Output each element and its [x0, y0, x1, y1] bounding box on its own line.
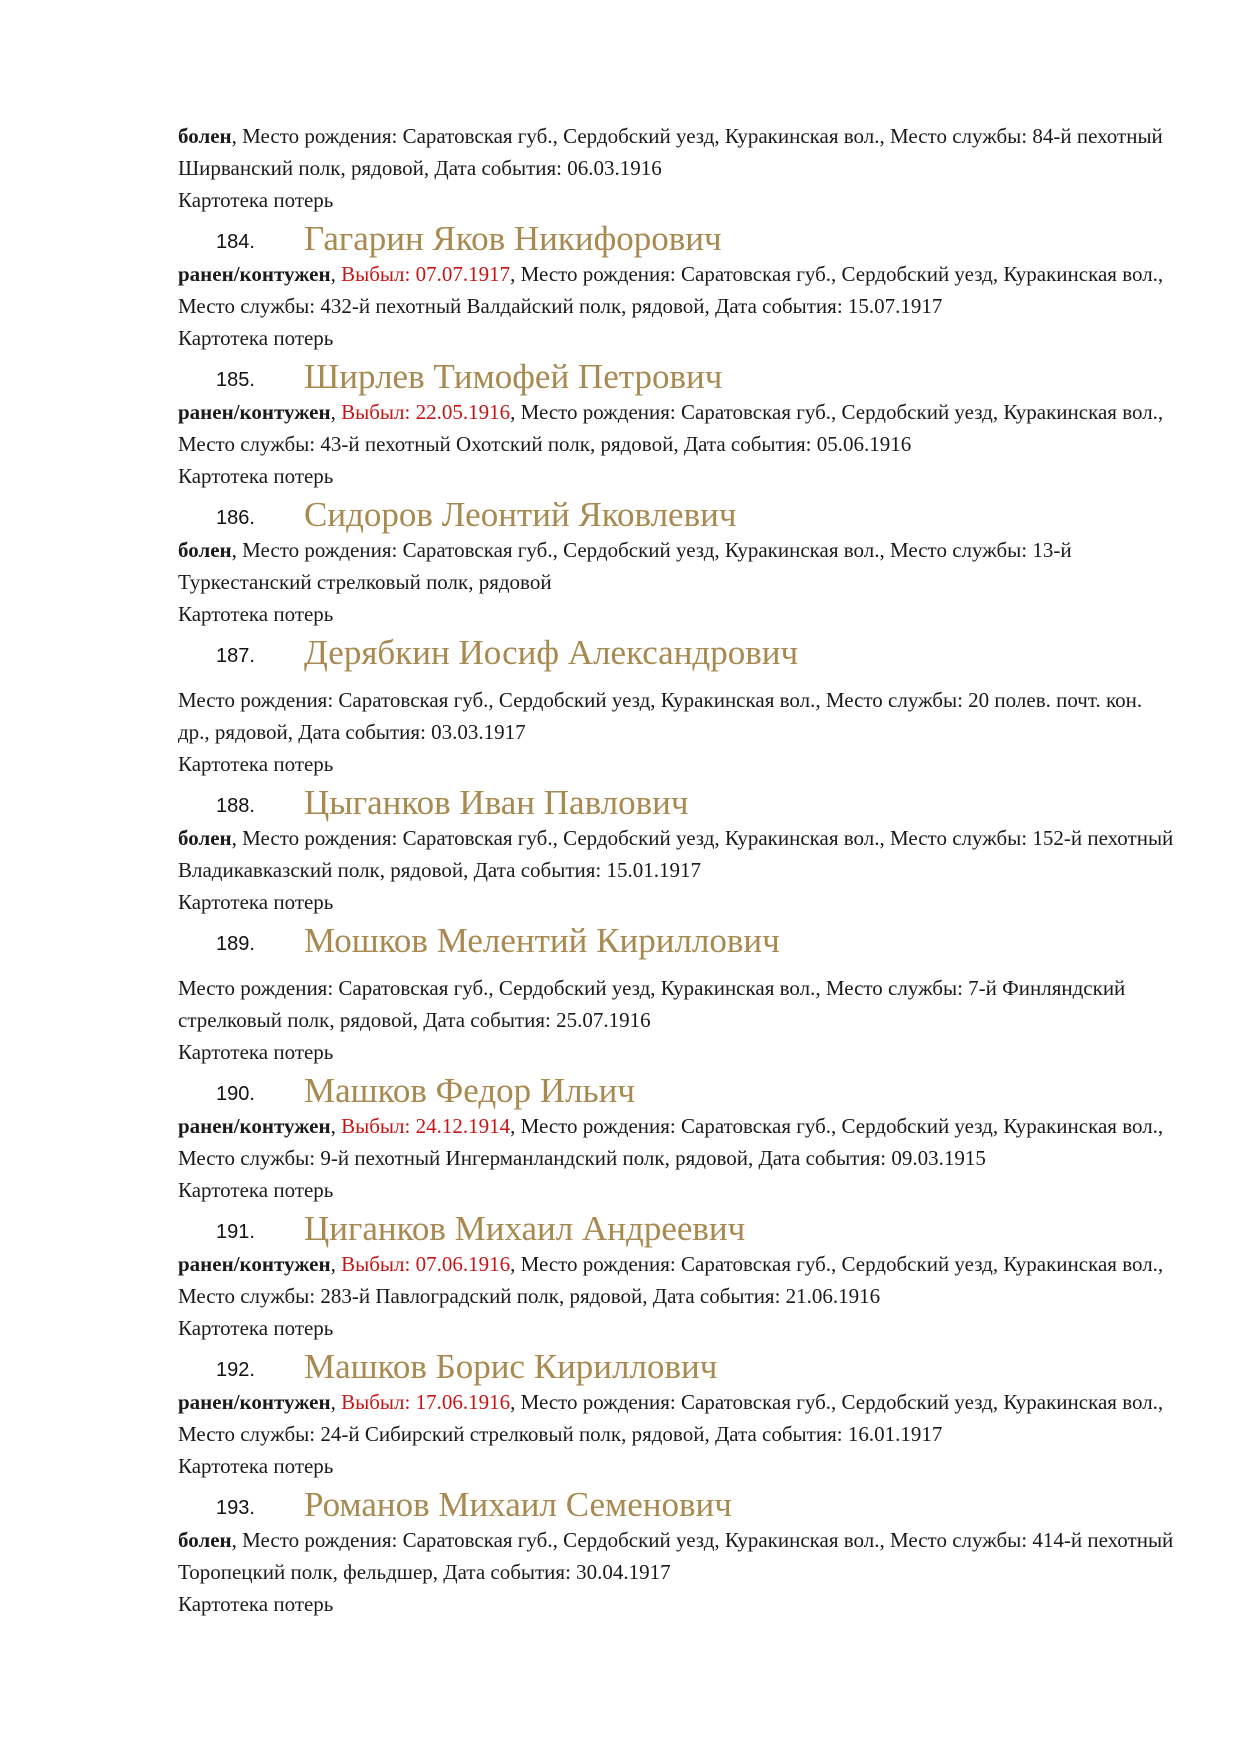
list-item: [178, 1482, 1178, 1620]
entry-dropped-date: Выбыл: 17.06.1916: [341, 1390, 511, 1414]
entry-text: , Место рождения: Саратовская губ., Сердобский уезд, Куракинская вол., Место службы: 13-й Туркестанский стрелковый полк, рядовой: [178, 538, 1072, 594]
entry-source: Картотека потерь: [178, 188, 334, 212]
entry-heading: [178, 354, 1178, 396]
list-item: [178, 492, 1178, 630]
entry-dropped-date: Выбыл: 07.07.1917: [341, 262, 511, 286]
entry-dropped-date: Выбыл: 24.12.1914: [341, 1114, 511, 1138]
entry-person-name: Дерябкин Иосиф Александрович: [304, 633, 799, 672]
entry-separator: ,: [330, 1114, 342, 1138]
entry-text: Место рождения: Саратовская губ., Сердобский уезд, Куракинская вол., Место службы: 7-й Финляндский стрелковый полк, рядовой, Дата события: 25.07.1916: [178, 976, 1126, 1032]
entry-separator: ,: [330, 1252, 342, 1276]
entry-person-name: Цыганков Иван Павлович: [304, 783, 689, 822]
entry-heading: [178, 630, 1178, 672]
entry-status: ранен/контужен: [178, 262, 331, 286]
list-item: [178, 1068, 1178, 1206]
entry-text: , Место рождения: Саратовская губ., Сердобский уезд, Куракинская вол., Место службы: 414-й пехотный Торопецкий полк, фельдшер, Дата события: 30.04.1917: [178, 1528, 1174, 1584]
entry-heading: [178, 1344, 1178, 1386]
entry-number: 190.: [216, 1083, 255, 1105]
entry-heading: [178, 1068, 1178, 1110]
entry-heading: [178, 492, 1178, 534]
entry-person-name: Романов Михаил Семенович: [304, 1485, 732, 1524]
entry-source: Картотека потерь: [178, 1454, 334, 1478]
entry-separator: ,: [330, 400, 342, 424]
entry-source: Картотека потерь: [178, 1040, 334, 1064]
entry-details: [178, 684, 1178, 748]
entry-dropped-date: Выбыл: 07.06.1916: [341, 1252, 511, 1276]
entry-details: [178, 120, 1178, 184]
entry-text: , Место рождения: Саратовская губ., Сердобский уезд, Куракинская вол., Место службы: 24-й Сибирский стрелковый полк, рядовой, Дата события: 16.01.1917: [178, 1390, 1164, 1446]
entry-person-name: Машков Федор Ильич: [304, 1071, 635, 1110]
entry-number: 185.: [216, 369, 255, 391]
entry-person-name: Ширлев Тимофей Петрович: [304, 357, 723, 396]
entry-text: , Место рождения: Саратовская губ., Сердобский уезд, Куракинская вол., Место службы: 152-й пехотный Владикавказский полк, рядовой, Дата события: 15.01.1917: [178, 826, 1174, 882]
list-item: [178, 780, 1178, 918]
entry-person-name: Гагарин Яков Никифорович: [304, 219, 722, 258]
entry-details: [178, 822, 1178, 886]
entry-number: 184.: [216, 231, 255, 253]
entry-source: Картотека потерь: [178, 890, 334, 914]
entry-list: [178, 216, 1178, 1620]
entry-number: 193.: [216, 1497, 255, 1519]
entry-source: Картотека потерь: [178, 1316, 334, 1340]
entry-details: [178, 1524, 1178, 1588]
entry-person-name: Мошков Мелентий Кириллович: [304, 921, 780, 960]
entry-status: болен: [178, 538, 232, 562]
entry-heading: [178, 780, 1178, 822]
entry-status: болен: [178, 826, 232, 850]
list-item: [178, 630, 1178, 780]
entry-text: , Место рождения: Саратовская губ., Сердобский уезд, Куракинская вол., Место службы: 43-й пехотный Охотский полк, рядовой, Дата события: 05.06.1916: [178, 400, 1164, 456]
entry-text: , Место рождения: Саратовская губ., Сердобский уезд, Куракинская вол., Место службы: 283-й Павлоградский полк, рядовой, Дата события: 21.06.1916: [178, 1252, 1164, 1308]
entry-source: Картотека потерь: [178, 464, 334, 488]
entry-number: 192.: [216, 1359, 255, 1381]
entry-status: болен: [178, 1528, 232, 1552]
entry-source: Картотека потерь: [178, 326, 334, 350]
entry-source: Картотека потерь: [178, 602, 334, 626]
entry-source: Картотека потерь: [178, 1178, 334, 1202]
entry-heading: [178, 216, 1178, 258]
entry-source: Картотека потерь: [178, 752, 334, 776]
entry-details: [178, 534, 1178, 598]
list-item: [178, 1344, 1178, 1482]
entry-details: [178, 258, 1178, 322]
entry-details: [178, 1248, 1178, 1312]
entry-heading: [178, 1206, 1178, 1248]
entry-heading: [178, 918, 1178, 960]
entry-details: [178, 1386, 1178, 1450]
entry-number: 189.: [216, 933, 255, 955]
entry-separator: ,: [330, 262, 342, 286]
entry-status: ранен/контужен: [178, 1252, 331, 1276]
entry-status: ранен/контужен: [178, 1114, 331, 1138]
entry-number: 191.: [216, 1221, 255, 1243]
entry-number: 188.: [216, 795, 255, 817]
list-item: [178, 216, 1178, 354]
entry-person-name: Сидоров Леонтий Яковлевич: [304, 495, 737, 534]
entry-person-name: Машков Борис Кириллович: [304, 1347, 718, 1386]
entry-separator: ,: [330, 1390, 342, 1414]
entry-status: болен: [178, 124, 232, 148]
list-item: [178, 354, 1178, 492]
list-item: [178, 1206, 1178, 1344]
entry-person-name: Циганков Михаил Андреевич: [304, 1209, 746, 1248]
entry-text: Место рождения: Саратовская губ., Сердобский уезд, Куракинская вол., Место службы: 20 полев. почт. кон. др., рядовой, Дата события: 03.03.1917: [178, 688, 1143, 744]
entry-number: 186.: [216, 507, 255, 529]
entry-status: ранен/контужен: [178, 400, 331, 424]
entry-source: Картотека потерь: [178, 1592, 334, 1616]
entry-dropped-date: Выбыл: 22.05.1916: [341, 400, 511, 424]
entry-details: [178, 1110, 1178, 1174]
entry-number: 187.: [216, 645, 255, 667]
entry-details: [178, 396, 1178, 460]
entry-text: , Место рождения: Саратовская губ., Сердобский уезд, Куракинская вол., Место службы: 84-й пехотный Ширванский полк, рядовой, Дата события: 06.03.1916: [178, 124, 1163, 180]
intro-entry: [178, 120, 1178, 216]
entry-heading: [178, 1482, 1178, 1524]
list-item: [178, 918, 1178, 1068]
entry-text: , Место рождения: Саратовская губ., Сердобский уезд, Куракинская вол., Место службы: 432-й пехотный Валдайский полк, рядовой, Дата события: 15.07.1917: [178, 262, 1164, 318]
entry-details: [178, 972, 1178, 1036]
entry-text: , Место рождения: Саратовская губ., Сердобский уезд, Куракинская вол., Место службы: 9-й пехотный Ингерманландский полк, рядовой, Дата события: 09.03.1915: [178, 1114, 1164, 1170]
entry-status: ранен/контужен: [178, 1390, 331, 1414]
document-page: [178, 120, 1178, 1620]
